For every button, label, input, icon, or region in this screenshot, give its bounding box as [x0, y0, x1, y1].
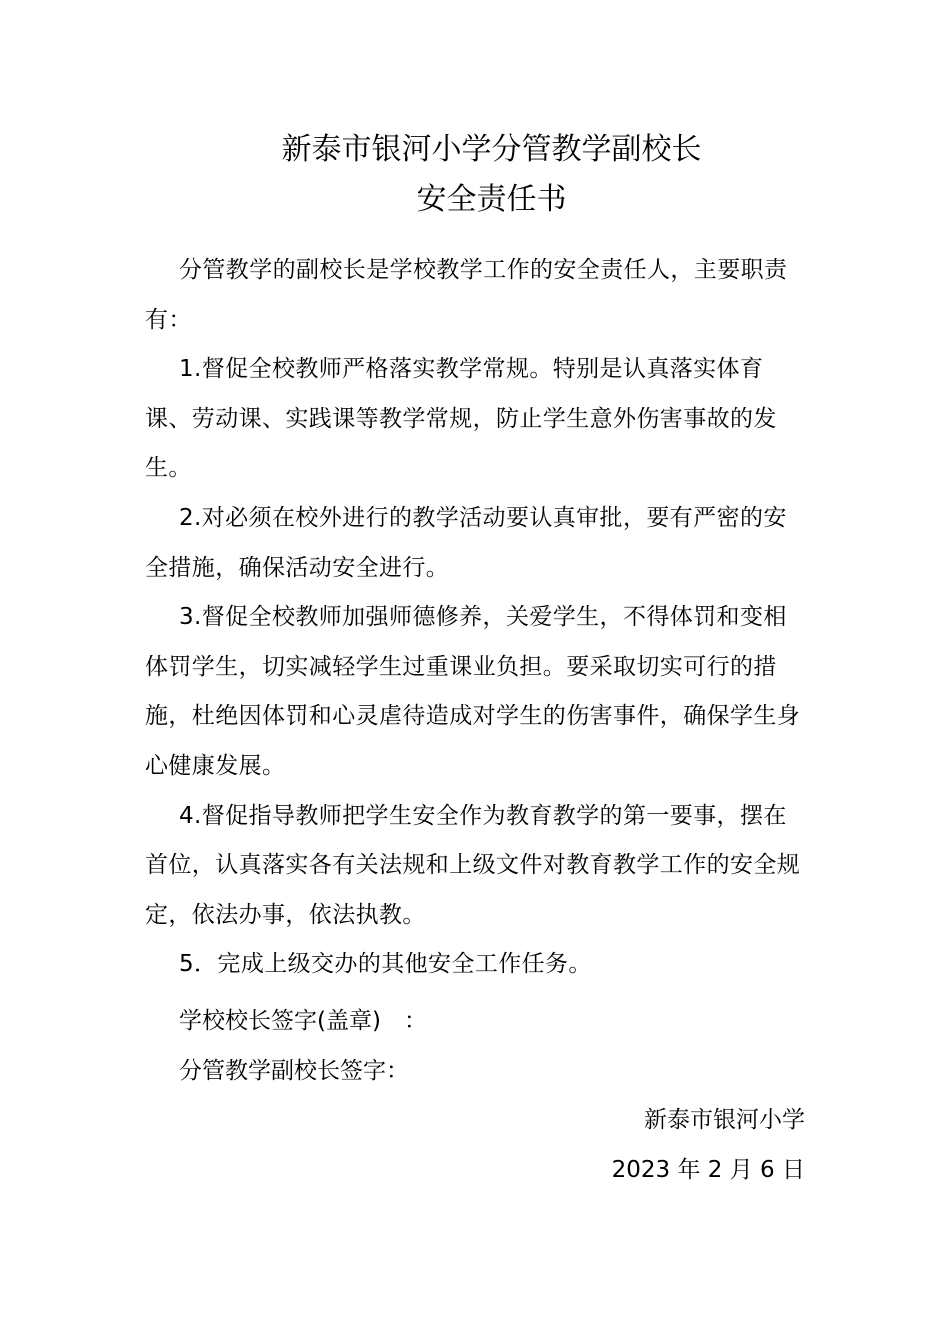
document-body	[145, 246, 805, 990]
paragraph-item-3: 3.督促全校教师加强师德修养，关爱学生，不得体罚和变相体罚学生，切实减轻学生过重课业负担。要采取切实可行的措施，杜绝因体罚和心灵虐待造成对学生的伤害事件，确保学生身心健康发展。	[145, 604, 801, 779]
paragraph-item-4: 4.督促指导教师把学生安全作为教育教学的第一要事，摆在首位，认真落实各有关法规和上级文件对教育教学工作的安全规定，依法办事，依法执教。	[145, 802, 801, 928]
vice-principal-signature-line: 分管教学副校长签字：	[179, 1058, 409, 1084]
document-date: 2023 年 2 月 6 日	[611, 1157, 805, 1183]
paragraph-item-1: 1.督促全校教师严格落实教学常规。特别是认真落实体育课、劳动课、实践课等教学常规，防止学生意外伤害事故的发生。	[145, 356, 777, 482]
document-title-line1: 新泰市银河小学分管教学副校长	[281, 132, 702, 167]
paragraph-item-2: 2.对必须在校外进行的教学活动要认真审批，要有严密的安全措施，确保活动安全进行。	[145, 504, 787, 581]
document-title-line2: 安全责任书	[416, 182, 567, 217]
principal-signature-line: 学校校长签字(盖章) ：	[179, 1008, 427, 1034]
paragraph-intro: 分管教学的副校长是学校教学工作的安全责任人，主要职责有：	[145, 257, 788, 333]
paragraph-item-5: 5．完成上级交办的其他安全工作任务。	[179, 951, 592, 978]
school-name: 新泰市银河小学	[644, 1107, 805, 1133]
